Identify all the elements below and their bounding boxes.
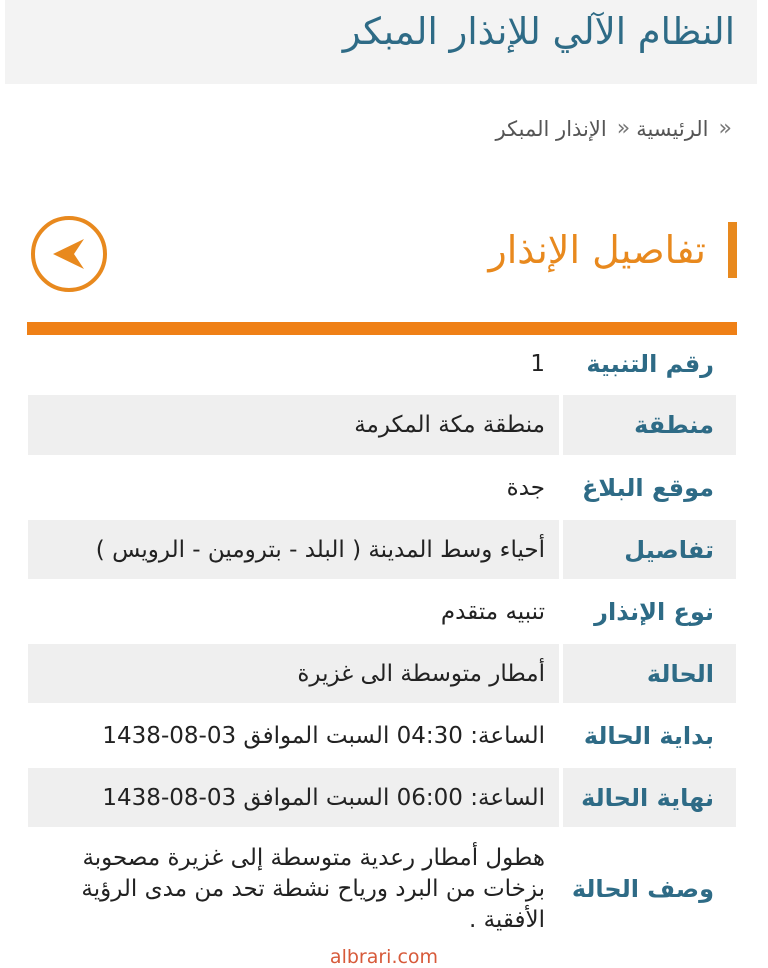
watermark: albrari.com bbox=[329, 946, 439, 968]
arrow-left-icon bbox=[47, 232, 91, 276]
detail-row-report-location bbox=[28, 458, 736, 520]
breadcrumb-current: الإنذار المبكر bbox=[495, 116, 607, 141]
detail-row-status-start bbox=[28, 706, 736, 768]
page-header bbox=[5, 0, 757, 84]
row-label: رقم التنبية bbox=[559, 336, 736, 392]
row-label: نوع الإنذار bbox=[559, 582, 736, 641]
row-value: الساعة: 04:30 السبت الموافق 03-08-1438 bbox=[102, 722, 545, 749]
row-value: الساعة: 06:00 السبت الموافق 03-08-1438 bbox=[102, 784, 545, 811]
detail-row-details bbox=[28, 520, 736, 582]
row-value: هطول أمطار رعدية متوسطة إلى غزيرة مصحوبة بزخات من البرد ورياح نشطة تحد من مدى الرؤية الأفقية . bbox=[81, 844, 545, 933]
section-divider bbox=[27, 322, 737, 335]
detail-row-status-end bbox=[28, 768, 736, 830]
row-label: بداية الحالة bbox=[559, 706, 736, 765]
row-label: نهاية الحالة bbox=[559, 768, 736, 827]
row-value: تنبيه متقدم bbox=[440, 598, 545, 625]
breadcrumb-separator: « bbox=[718, 116, 728, 141]
section-title bbox=[488, 222, 737, 278]
detail-row-status bbox=[28, 644, 736, 706]
section-title-text: تفاصيل الإنذار bbox=[488, 228, 706, 272]
breadcrumb bbox=[495, 116, 728, 141]
row-label: وصف الحالة bbox=[559, 830, 736, 948]
row-label: تفاصيل bbox=[559, 520, 736, 579]
detail-row-region bbox=[28, 395, 736, 458]
breadcrumb-home-link[interactable]: الرئيسية bbox=[636, 116, 709, 141]
row-value: منطقة مكة المكرمة bbox=[354, 412, 545, 438]
row-label: الحالة bbox=[559, 644, 736, 703]
back-button[interactable] bbox=[31, 216, 107, 292]
row-label: موقع البلاغ bbox=[559, 458, 736, 517]
row-value: 1 bbox=[530, 351, 545, 377]
row-value: أحياء وسط المدينة ( البلد - بترومين - الرويس ) bbox=[95, 536, 545, 563]
row-label: منطقة bbox=[559, 395, 736, 455]
detail-row-alert-number bbox=[28, 336, 736, 395]
breadcrumb-separator: « bbox=[616, 116, 627, 141]
row-value: أمطار متوسطة الى غزيرة bbox=[297, 660, 545, 687]
detail-row-alert-type bbox=[28, 582, 736, 644]
detail-row-status-description bbox=[28, 830, 736, 948]
row-value: جدة bbox=[506, 474, 545, 501]
alert-details-table bbox=[28, 336, 736, 948]
app-title: النظام الآلي للإنذار المبكر bbox=[342, 10, 735, 53]
